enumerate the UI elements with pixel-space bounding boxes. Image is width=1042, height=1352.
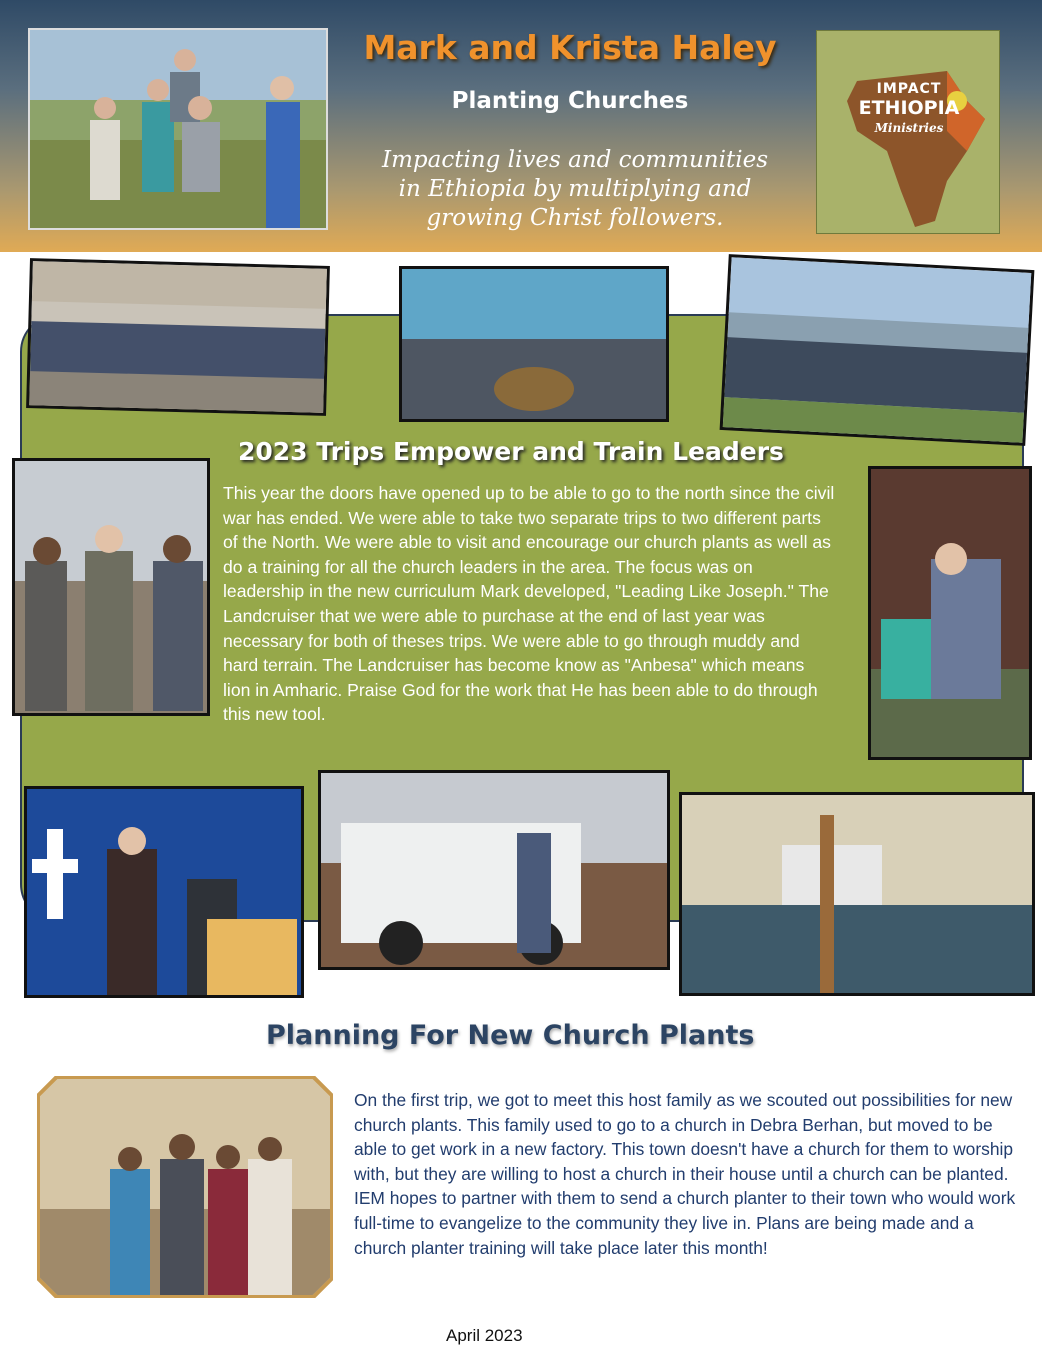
newsletter-title: Mark and Krista Haley bbox=[363, 28, 777, 67]
group-photo-1 bbox=[26, 258, 330, 416]
tagline-line: Impacting lives and communities bbox=[382, 147, 768, 173]
logo-line-impact: IMPACT bbox=[876, 81, 942, 97]
impact-ethiopia-logo bbox=[816, 30, 1000, 234]
group-photo-2 bbox=[399, 266, 669, 422]
section-body-trips: This year the doors have opened up to be able to go to the north since the civil war has ended. We were able to take two separate trips to two different parts of the North. We were able to visit and encourage our church plants as well as do a training for all the church leaders in the area. The focus was on leadership in the new curriculum Mark developed, "Leading Like Joseph." The Landcruiser that we were able to purchase at the end of last year was necessary for both of theses trips. We were able to go through muddy and hard terrain. The Landcruiser has become know as "Anbesa" which means lion in Amharic. Praise God for the work that He has been able to do through this new tool. bbox=[223, 483, 835, 725]
tagline-line: in Ethiopia by multiplying and bbox=[398, 176, 752, 202]
footer-date: April 2023 bbox=[446, 1326, 523, 1345]
logo-line-ministries: Ministries bbox=[874, 121, 944, 135]
logo-line-ethiopia: ETHIOPIA bbox=[858, 97, 960, 119]
family-photo bbox=[28, 28, 328, 230]
leaders-photo-right bbox=[868, 466, 1032, 760]
host-family-photo-frame bbox=[37, 1076, 333, 1298]
group-photo-3 bbox=[720, 254, 1035, 446]
host-family-photo bbox=[40, 1079, 330, 1295]
leaders-photo-left bbox=[12, 458, 210, 716]
landcruiser-photo bbox=[318, 770, 670, 970]
section-body-planning: On the first trip, we got to meet this host family as we scouted out possibilities for new church plants. This family used to go to a church in Debra Berhan, but moved to be able to get work in a new factory. This town doesn't have a church for them to worship with, but they are willing to host a church in their house until a church can be planted. IEM hopes to partner with them to send a church planter to their town who would work full-time to evangelize to the community they live in. Plans are being made and a church planter training will take place later this month! bbox=[354, 1090, 1016, 1258]
tagline bbox=[340, 146, 810, 233]
section-heading-trips: 2023 Trips Empower and Train Leaders bbox=[238, 437, 784, 466]
tagline-line: growing Christ followers. bbox=[426, 205, 724, 231]
section-heading-planning: Planning For New Church Plants bbox=[266, 1020, 755, 1051]
church-pulpit-photo bbox=[24, 786, 304, 998]
newsletter-subtitle: Planting Churches bbox=[451, 88, 689, 114]
church-training-photo bbox=[679, 792, 1035, 996]
